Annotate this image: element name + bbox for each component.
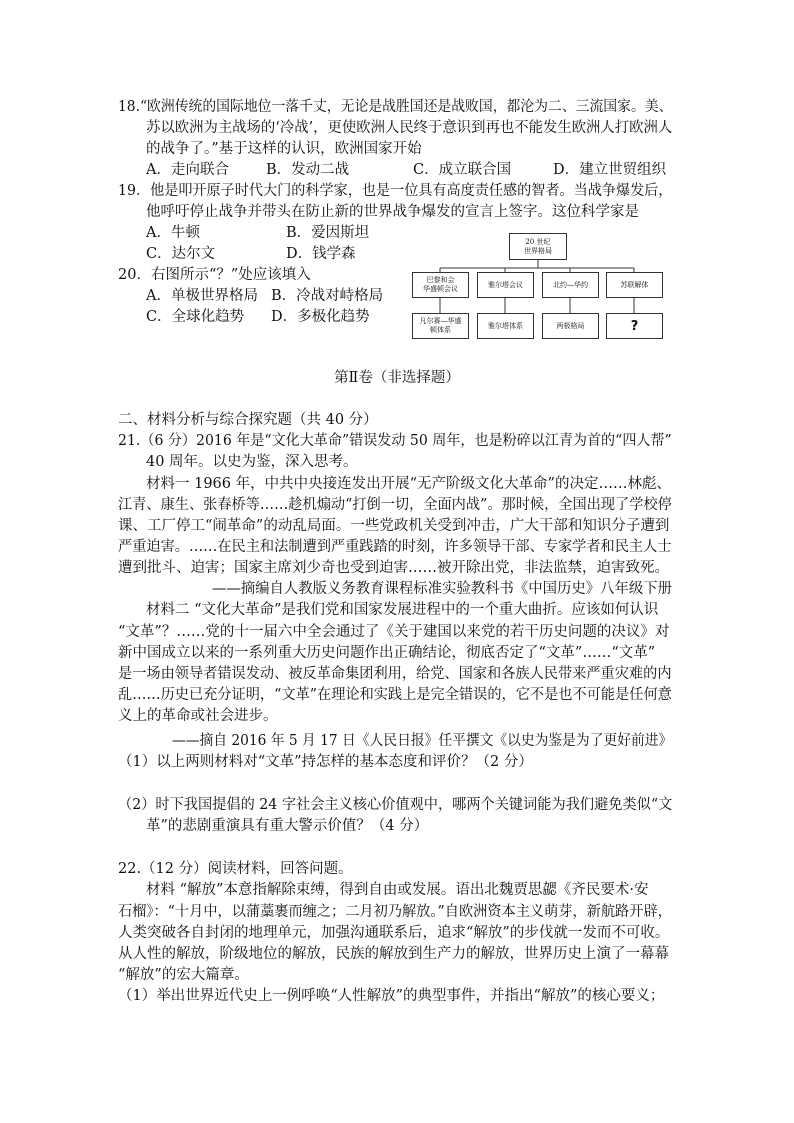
diagram-box-3-label: 北约—华约 xyxy=(553,280,588,289)
diagram-box-soviet-collapse xyxy=(606,272,663,298)
q18-option-d: D．建立世贸组织 xyxy=(553,162,667,178)
q21-material-1-line-5: 遭到批斗、迫害；国家主席刘少奇也受到迫害……被开除出党，非法监禁，迫害致死。 xyxy=(118,560,669,576)
diagram-box-paris-washington xyxy=(412,272,469,298)
q21-intro-2: 40 周年。以史为鉴，深入思考。 xyxy=(146,454,358,470)
q21-material-2-line-6: 义上的革命或社会进步。 xyxy=(118,708,278,724)
q22-material-line-4: 从人性的解放，阶级地位的解放，民族的解放到生产力的解放，世界历史上演了一幕幕 xyxy=(118,946,669,962)
diagram-connectors xyxy=(0,0,794,360)
q21-material-2-line-4: 是一场由领导者错误发动、被反革命集团利用，给党、国家和各族人民带来严重灾难的内 xyxy=(118,666,672,682)
section-2-title: 第Ⅱ卷（非选择题） xyxy=(334,370,460,386)
part-2-heading: 二、材料分析与综合探究题（共 40 分） xyxy=(118,412,378,428)
q21-material-1-line-1: 材料一 1966 年，中共中央接连发出开展“无产阶级文化大革命”的决定……林彪、 xyxy=(146,476,671,492)
diagram-box-4-label: 苏联解体 xyxy=(620,280,649,289)
q21-intro-1: 21.（6 分）2016 年是“文化大革命”错误发动 50 周年，也是粉碎以江青为首的“四人帮” xyxy=(118,433,672,449)
diagram-box-2-label: 雅尔塔会议 xyxy=(488,280,523,289)
q21-sub-question-1: （1）以上两则材料对“文革”持怎样的基本态度和评价？（2 分） xyxy=(118,754,533,770)
diagram-box-1-line-2: 华盛顿会议 xyxy=(423,285,458,293)
q18-option-c: C．成立联合国 xyxy=(413,162,512,178)
q21-material-2-line-5: 乱……历史已充分证明，“文革”在理论和实践上是完全错误的，它不是也不可能是任何意 xyxy=(118,687,672,703)
diagram-box-6-label: 雅尔塔体系 xyxy=(488,321,523,330)
q19-option-a: A．牛顿 xyxy=(146,225,200,241)
diagram-box-7-label: 两极格局 xyxy=(556,321,585,330)
q18-line-2: 苏以欧洲为主战场的‘冷战’，更使欧洲人民终于意识到再也不能发生欧洲人打欧洲人 xyxy=(146,120,673,136)
diagram-box-unknown xyxy=(606,313,663,339)
diagram-box-nato-warsaw xyxy=(542,272,599,298)
diagram-root-line-2: 世界格局 xyxy=(524,246,552,255)
q20-option-d: D．多极化趋势 xyxy=(271,309,370,325)
diagram-root-box xyxy=(509,233,567,260)
q18-line-1: 18.“欧洲传统的国际地位一落千丈，无论是战胜国还是战败国，都沦为二、三流国家。美、 xyxy=(118,99,673,115)
q21-material-1-line-4: 严重迫害。……在民主和法制遭到严重践踏的时刻，许多领导干部、专家学者和民主人士 xyxy=(118,539,672,555)
question-mark-placeholder: ? xyxy=(630,318,639,334)
q21-material-1-source: ——摘编自人教版义务教育课程标准实验教科书《中国历史》八年级下册 xyxy=(212,581,673,597)
q18-line-3: 的战争了。”基于这样的认识，欧洲国家开始 xyxy=(146,141,422,157)
diagram-box-5-line-1: 凡尔赛—华盛 xyxy=(419,317,462,325)
q20-option-a: A．单极世界格局 xyxy=(146,288,258,304)
q21-material-1-line-3: 课、工厂停工“闹革命”的动乱局面。一些党政机关受到冲击，广大干部和知识分子遭到 xyxy=(118,518,670,534)
q20-line-1: 20．右图所示“？”处应该填入 xyxy=(118,267,311,283)
q19-option-c: C．达尔文 xyxy=(146,246,216,262)
q20-option-c: C．全球化趋势 xyxy=(146,309,245,325)
q21-sub-question-2-line-1: （2）时下我国提倡的 24 字社会主义核心价值观中，哪两个关键词能为我们避免类似“文 xyxy=(118,797,673,813)
q18-option-b: B．发动二战 xyxy=(266,162,350,178)
q19-option-b: B．爱因斯坦 xyxy=(286,225,370,241)
diagram-box-1-line-1: 巴黎和会 xyxy=(426,276,455,284)
q22-material-line-1: 材料 “解放”本意指解除束缚，得到自由或发展。语出北魏贾思勰《齐民要术·安 xyxy=(146,882,649,898)
q22-intro: 22.（12 分）阅读材料，回答问题。 xyxy=(118,861,353,877)
diagram-root-line-1: 20 世纪 xyxy=(525,237,551,246)
q21-material-2-line-2: “文革”？……党的十一届六中全会通过了《关于建国以来党的若干历史问题的决议》对 xyxy=(118,624,670,640)
q18-option-a: A．走向联合 xyxy=(146,162,229,178)
q21-material-1-line-2: 江青、康生、张春桥等……趁机煽动“打倒一切，全面内战”。那时候，全国出现了学校停 xyxy=(118,497,672,513)
q21-material-2-source: ——摘自 2016 年 5 月 17 日《人民日报》任平撰文《以史为鉴是为了更好前进》 xyxy=(172,733,673,749)
diagram-box-bipolar xyxy=(542,313,599,339)
diagram-box-yalta-conference xyxy=(477,272,534,298)
diagram-box-5-line-2: 顿体系 xyxy=(430,326,451,334)
q22-sub-question-1: （1）举出世界近代史上一例呼唤“人性解放”的典型事件，并指出“解放”的核心要义； xyxy=(118,988,665,1004)
q21-material-2-line-3: 新中国成立以来的一系列重大历史问题作出正确结论，彻底否定了“文革”……“文革” xyxy=(118,645,656,661)
q19-option-d: D．钱学森 xyxy=(286,246,356,262)
diagram-box-yalta-system xyxy=(477,313,534,339)
q20-option-b: B．冷战对峙格局 xyxy=(271,288,384,304)
q22-material-line-5: “解放”的宏大篇章。 xyxy=(118,967,249,983)
q19-line-2: 他呼吁停止战争并带头在防止新的世界战争爆发的宣言上签字。这位科学家是 xyxy=(146,204,639,220)
q22-material-line-2: 石榴》：“十月中，以蒲藁裹而缠之；二月初乃解放。”自欧洲资本主义萌芽，新航路开辟， xyxy=(118,904,672,920)
q22-material-line-3: 人类突破各自封闭的地理单元，加强沟通联系后，追求“解放”的步伐就一发而不可收。 xyxy=(118,925,670,941)
q21-material-2-line-1: 材料二 “文化大革命”是我们党和国家发展进程中的一个重大曲折。应该如何认识 xyxy=(146,602,659,618)
q21-sub-question-2-line-2: 革”的悲剧重演具有重大警示价值？（4 分） xyxy=(146,818,429,834)
q19-line-1: 19．他是叩开原子时代大门的科学家，也是一位具有高度责任感的智者。当战争爆发后， xyxy=(118,183,673,199)
diagram-box-versailles-system xyxy=(412,313,469,339)
